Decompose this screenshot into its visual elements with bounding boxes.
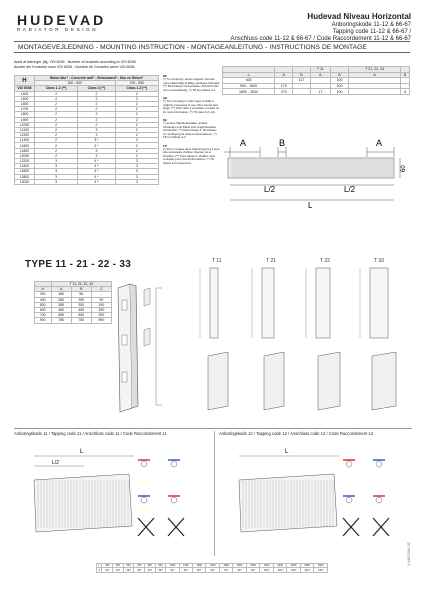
table-cell: 400	[223, 78, 275, 84]
table-cell: 3 *	[78, 143, 115, 148]
label-height: 60	[401, 165, 407, 172]
table-cell: 2	[34, 127, 77, 132]
table-cell: 3	[78, 133, 115, 138]
table-cell: 3	[115, 164, 158, 169]
subtitle-line-2: Tapping code 11-12 & 66-67 /	[332, 29, 411, 35]
table-cell: 2	[34, 122, 77, 127]
table-cell: -	[91, 292, 111, 297]
note	[163, 97, 221, 114]
table-cell: 455	[71, 307, 91, 312]
bracket-drawing	[100, 280, 180, 415]
table-cell: 2	[115, 91, 158, 96]
radiator-body	[228, 158, 394, 178]
brand-tagline: RADIATOR DESIGN	[17, 27, 99, 32]
table-cell: 2	[78, 122, 115, 127]
table-cell: 2	[34, 112, 77, 117]
table-cell: 700	[35, 313, 52, 318]
table-row	[223, 89, 410, 95]
table-cell: 407	[166, 568, 180, 572]
conn1-label-half: L/2	[52, 460, 59, 466]
col-vdi: VDI 6036	[15, 86, 35, 91]
note	[163, 75, 221, 92]
table-cell: 1107	[273, 568, 287, 572]
table-cell: 285	[51, 297, 71, 302]
notes-column	[163, 75, 221, 170]
table-cell: L600	[15, 101, 35, 106]
table-cell: 4 *	[78, 164, 115, 169]
table-cell: 900	[35, 318, 52, 323]
type-label-t22: T 22	[320, 258, 330, 264]
table-cell: 555	[71, 313, 91, 318]
table-cell: 1200	[192, 564, 206, 568]
bracket-heading-line: Antal af bæringer (fig. VDI 6036 - Number of brackets according to VDI 6036	[14, 60, 136, 64]
table-cell: 907	[246, 568, 260, 572]
table-cell: 4 *	[78, 159, 115, 164]
table-cell: 307	[144, 568, 155, 572]
table-cell: L700	[15, 107, 35, 112]
table-cell: 2400	[273, 564, 287, 568]
type-label-t33: T 33	[374, 258, 384, 264]
table-cell: 2	[78, 107, 115, 112]
table-cell: 400	[102, 564, 113, 568]
header-cell: T 21, 22, 33	[349, 67, 401, 73]
table-cell: 2	[34, 91, 77, 96]
table-cell: 100	[331, 78, 349, 84]
conn1-label-l: L	[80, 449, 84, 455]
table-cell: 117	[293, 78, 310, 84]
table-row	[97, 568, 328, 572]
table-cell: 4 *	[78, 179, 115, 184]
header-cell: B	[331, 72, 349, 78]
connection-diagram-11	[14, 440, 210, 558]
table-cell: 2	[115, 143, 158, 148]
instruction-banner: MONTAGEVEJLEDNING - MOUNTING INSTRUCTION - MONTAGEANLEITUNG - INSTRUCTIONS DE MONTAGE	[14, 41, 410, 53]
table-cell: 785	[51, 318, 71, 323]
table-cell: 2	[34, 96, 77, 101]
table-cell: L800	[15, 112, 35, 117]
table-cell: 170	[275, 83, 293, 89]
table-cell: 1100	[179, 564, 192, 568]
header-cell: A	[349, 72, 401, 78]
table-cell: 290	[91, 307, 111, 312]
table-cell: 2	[115, 127, 158, 132]
header-cell: B	[401, 72, 410, 78]
table-cell: 2	[34, 117, 77, 122]
hudevad-logo	[17, 13, 106, 33]
table-cell: 400	[35, 297, 52, 302]
header-cell: C	[91, 287, 111, 292]
label-half-right: L/2	[344, 185, 356, 194]
table-cell: 3	[115, 159, 158, 164]
table-cell: 2800	[300, 564, 314, 568]
wall-label: Beton Mur* - Concrete wall* - Betonwand* - Mur en Beton*	[34, 76, 158, 81]
table-cell: 2	[78, 91, 115, 96]
table-cell: 507	[192, 568, 206, 572]
table-cell: 17	[310, 89, 330, 95]
table-cell: L500	[15, 96, 35, 101]
table-cell: 3000	[314, 564, 328, 568]
table-cell: 3	[78, 127, 115, 132]
table-cell: L2600	[15, 169, 35, 174]
table-cell: 2	[115, 117, 158, 122]
table-cell: 1307	[300, 568, 314, 572]
brand-name: HUDEVAD	[17, 12, 107, 28]
header-cell: A	[310, 72, 330, 78]
bracket-table	[14, 75, 159, 185]
note-text: (*) andere Wandmaterialien, andere Schrauben und Dübel sind möglicherweise erforderlich. (**) Mehr Klasse 3. Mit stärken zur Verfügung für weitere Informationen. (*) TR nur Klasse 3-2	[163, 121, 217, 140]
table-cell: 100	[331, 89, 349, 95]
table-cell: 3	[78, 153, 115, 158]
header-cell: A	[275, 72, 293, 78]
table-cell: 300	[35, 292, 52, 297]
table-cell: 4 *	[78, 174, 115, 179]
section-title-code-11: Anboringskode 11 / Tapping code 11 / Anschluss code 11 / Code Raccordement 11	[14, 431, 167, 436]
table-cell	[349, 89, 401, 95]
table-cell: 707	[219, 568, 233, 572]
table-cell: 2	[78, 96, 115, 101]
table-cell: 2600	[287, 564, 301, 568]
table-cell: 2	[34, 148, 77, 153]
table-cell: 2	[78, 117, 115, 122]
table-cell: 207	[123, 568, 134, 572]
table-cell: 3	[115, 174, 158, 179]
table-cell: L2400	[15, 164, 35, 169]
table-cell: 600	[35, 307, 52, 312]
table-cell: 190	[91, 302, 111, 307]
table-cell: L1600	[15, 143, 35, 148]
col-class1: Class 1-2 (**)	[34, 86, 77, 91]
type-table-head: T 11, 21, 22, 33	[51, 282, 112, 287]
col-class3: Class 1-3 (**)	[115, 86, 158, 91]
table-cell: 1800	[233, 564, 247, 568]
table-cell: 500	[113, 564, 124, 568]
subtitle-line-1: Anboringskode 11-12 & 66-67	[331, 22, 411, 28]
table-cell: 3	[34, 179, 77, 184]
table-cell: 2	[34, 101, 77, 106]
radiator-top-diagram	[222, 122, 412, 212]
conn2-label-l: L	[285, 449, 289, 455]
table-cell: 3	[115, 179, 158, 184]
table-cell: 157	[102, 568, 113, 572]
type-label-t11: T 11	[212, 258, 222, 264]
table-cell: 2	[78, 101, 115, 106]
table-cell: 1800 - 3000	[223, 89, 275, 95]
table-cell: 257	[134, 568, 145, 572]
note-code: DE	[163, 118, 167, 123]
label-a-left: A	[240, 138, 247, 148]
document-code: V4461094-02	[406, 541, 411, 566]
header-title-block	[230, 12, 411, 43]
note-code: GB	[163, 96, 168, 101]
note-text: (*) Pour montage dans d'autres genres il peut être nécessaire d'utiliser d'autres vis et chevilles. (**) Pour classe 3. Veuillez nous contacter pour plus d'informations. (*) TR classe 3-2 uniquement	[163, 146, 220, 165]
h-range-b: 700 - 950	[115, 81, 158, 86]
table-cell: 900	[155, 564, 166, 568]
table-cell: 2	[115, 112, 158, 117]
header-cell: H	[35, 287, 52, 292]
table-cell: 6	[401, 89, 410, 95]
table-cell: 3 *	[78, 138, 115, 143]
table-cell: 2	[115, 133, 158, 138]
table-cell: 500	[35, 302, 52, 307]
bracket-heading-line: Anzahl der Konsolen nach VDI 6036 - Nombre de Consoles selon VDI 6036	[14, 64, 135, 69]
table-cell: 1407	[314, 568, 328, 572]
page-title: Hudevad Niveau Horizontal	[307, 12, 411, 21]
section-title-code-12: Anboringskode 12 / Tapping code 12 / Anschluss code 12 / Code Raccordement 12	[219, 431, 374, 436]
table-cell: 457	[179, 568, 192, 572]
header-cell: T 11	[310, 67, 330, 73]
table-cell: L3000	[15, 179, 35, 184]
table-cell: 800	[144, 564, 155, 568]
h-range-a: 300 - 600	[34, 81, 115, 86]
table-cell: L2800	[15, 174, 35, 179]
label-l: L	[308, 201, 313, 210]
col-class2: Class 3 (**)	[78, 86, 115, 91]
table-cell: L400	[15, 91, 35, 96]
table-cell: L1000	[15, 122, 35, 127]
table-cell: 3	[78, 148, 115, 153]
table-cell: 485	[51, 307, 71, 312]
note	[163, 145, 221, 165]
table-cell: 2	[115, 138, 158, 143]
dimensions-table	[222, 66, 410, 95]
table-cell: 56	[71, 292, 91, 297]
header-cell: L	[223, 72, 275, 78]
table-cell: L2200	[15, 159, 35, 164]
h-label: H	[15, 76, 35, 86]
table-cell: 3	[34, 169, 77, 174]
table-cell: 2	[115, 148, 158, 153]
type-title: TYPE 11 - 21 - 22 - 33	[25, 259, 132, 270]
table-cell: 3	[34, 159, 77, 164]
table-cell: 1007	[260, 568, 274, 572]
header-cell: A	[51, 287, 71, 292]
connection-diagram-12	[219, 440, 412, 558]
table-cell: 600	[123, 564, 134, 568]
table-cell: 3	[115, 169, 158, 174]
table-cell: 2	[34, 138, 77, 143]
table-cell: L1400	[15, 138, 35, 143]
note-text: (*) To montering i anden opgaver. Det kan være nødvendigt at tilføje yderligere bæringer. (**) Med Klasse 3 anvendelse i forhold til den norm i konsolkonfig. (*) TR kun Klasse 3-2	[163, 77, 221, 92]
table-cell: 607	[206, 568, 220, 572]
label-b: B	[279, 138, 286, 148]
table-cell: 585	[51, 313, 71, 318]
type-label-t21: T 21	[266, 258, 276, 264]
table-cell: 2	[115, 122, 158, 127]
header-cell: B	[293, 72, 310, 78]
table-cell: 500 - 1600	[223, 83, 275, 89]
table-cell: L900	[15, 117, 35, 122]
vertical-divider	[214, 431, 215, 556]
table-cell: 700	[134, 564, 145, 568]
table-cell: 2	[34, 133, 77, 138]
table-cell: 355	[71, 302, 91, 307]
note	[163, 119, 221, 139]
bottom-dimension-table	[96, 563, 328, 573]
table-cell: 157	[113, 568, 124, 572]
table-cell: L1800	[15, 148, 35, 153]
table-cell: 2	[115, 101, 158, 106]
table-cell: L1200	[15, 133, 35, 138]
bracket-heading	[14, 60, 184, 69]
table-cell: 755	[71, 318, 91, 323]
table-cell: 590	[91, 318, 111, 323]
table-cell: 2	[34, 107, 77, 112]
subtitle-line-3: Anschluss code 11-12 & 66-67 / Code Raccordement 11-12 & 66-67	[230, 36, 411, 42]
table-cell: X	[98, 568, 101, 572]
table-cell: 3	[34, 164, 77, 169]
table-cell: 2200	[260, 564, 274, 568]
table-cell: L1100	[15, 127, 35, 132]
table-cell: 90	[91, 297, 111, 302]
table-cell: 3	[34, 174, 77, 179]
table-cell: 2	[34, 143, 77, 148]
table-cell: 185	[51, 292, 71, 297]
table-cell: L2000	[15, 153, 35, 158]
table-cell: 1000	[166, 564, 180, 568]
note-code: DK	[163, 74, 168, 78]
table-cell: 100	[331, 83, 349, 89]
section-divider	[14, 428, 412, 429]
label-a-right: A	[376, 138, 383, 148]
table-cell: 255	[71, 297, 91, 302]
table-cell: 385	[51, 302, 71, 307]
table-cell: 4 *	[78, 169, 115, 174]
table-cell: 807	[233, 568, 247, 572]
table-row	[15, 179, 159, 184]
table-cell: 390	[91, 313, 111, 318]
table-cell: L	[97, 564, 102, 568]
table-cell: 1600	[219, 564, 233, 568]
table-cell: 2	[78, 112, 115, 117]
note-text: (*) The mounting in other types of walls it might be necessary to use other screws and plugs. (**) With class 3 compliant. Contact us for more information. (*) TR class 3-2 only	[163, 99, 219, 114]
table-cell: 2000	[246, 564, 260, 568]
label-half: L/2	[264, 185, 276, 194]
radiator-types-drawing	[188, 256, 413, 426]
table-cell: 1400	[206, 564, 220, 568]
table-cell: 370	[275, 89, 293, 95]
table-cell	[293, 89, 310, 95]
table-cell: 2	[34, 153, 77, 158]
table-cell: 2	[115, 96, 158, 101]
table-cell: 357	[155, 568, 166, 572]
header-cell: B	[71, 287, 91, 292]
table-cell: 1207	[287, 568, 301, 572]
table-cell: 2	[115, 107, 158, 112]
note-code: FR	[163, 143, 167, 148]
table-cell: 2	[115, 153, 158, 158]
